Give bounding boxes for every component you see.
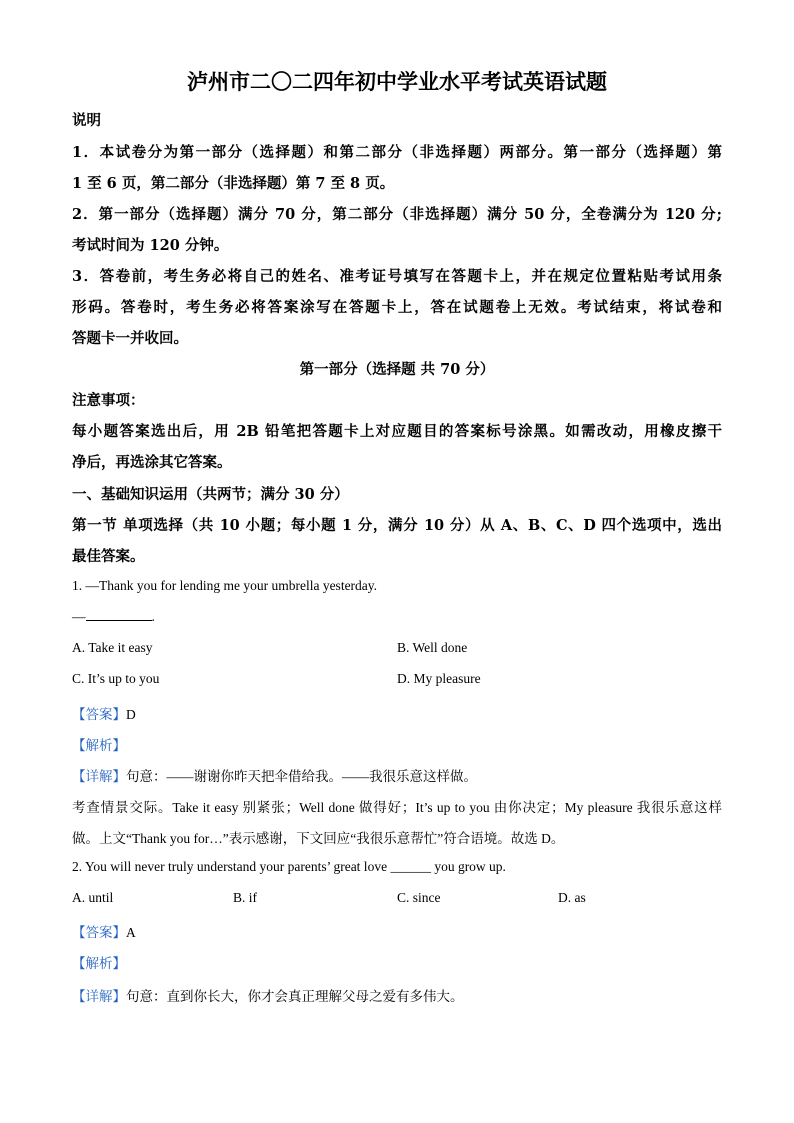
detail-text: 句意：直到你长大，你才会真正理解父母之爱有多伟大。 [126,989,464,1004]
question-1-detail-line-1 [72,765,477,785]
question-1-option-a: A. Take it easy [72,640,153,655]
reply-suffix: . [151,609,155,624]
subsection-1-line-1: 第一节 单项选择（共 10 小题；每小题 1 分，满分 10 分）从 A、B、C、D 四个选项中，选出 [72,517,722,534]
question-1-detail-line-2: 考查情景交际。Take it easy 别紧张；Well done 做得好；It’s up to you 由你决定；My pleasure 我很乐意这样 [72,800,722,815]
question-1-answer [72,703,136,723]
attention-label: 注意事项： [72,392,145,409]
answer-tag: 【答案】 [72,925,126,940]
answer-value: A [126,925,136,940]
stem-blank: ______ [390,859,431,874]
explain-label: 说明 [72,112,101,129]
note-1-line-2: 1 至 6 页，第二部分（非选择题）第 7 至 8 页。 [72,175,395,192]
answer-blank [86,608,152,621]
part-1-heading: 第一部分（选择题 共 70 分） [299,361,495,378]
question-2-analysis-tag: 【解析】 [72,956,126,971]
note-3-line-3: 答题卡一并收回。 [72,330,188,347]
question-2-option-c: C. since [397,890,441,905]
detail-text: 句意：——谢谢你昨天把伞借给我。——我很乐意这样做。 [126,769,477,784]
question-2-option-a: A. until [72,890,114,905]
question-2-option-b: B. if [233,890,258,905]
answer-tag: 【答案】 [72,707,126,722]
detail-tag: 【详解】 [72,989,126,1004]
question-1-detail-line-3: 做。上文“Thank you for…”表示感谢，下文回应“我很乐意帮忙”符合语境。故选 D。 [72,831,565,846]
question-1-option-d: D. My pleasure [397,671,481,686]
stem-after: you grow up. [430,859,506,874]
question-1-option-b: B. Well done [397,640,468,655]
section-1-heading: 一、基础知识运用（共两节；满分 30 分） [72,486,349,503]
answer-value: D [126,707,136,722]
question-1-stem: 1. —Thank you for lending me your umbrella yesterday. [72,578,378,593]
question-1-analysis-tag: 【解析】 [72,738,126,753]
question-2-option-d: D. as [558,890,586,905]
reply-prefix: — [72,609,86,624]
subsection-1-line-2: 最佳答案。 [72,548,145,565]
stem-before: 2. You will never truly understand your parents’ great love [72,859,391,874]
note-3-line-1: 3．答卷前，考生务必将自己的姓名、准考证号填写在答题卡上，并在规定位置粘贴考试用条 [72,268,722,285]
note-2-line-2: 考试时间为 120 分钟。 [72,237,229,254]
note-3-line-2: 形码。答卷时，考生务必将答案涂写在答题卡上，答在试题卷上无效。考试结束，将试卷和 [72,299,722,316]
question-2-answer [72,921,136,941]
question-2-stem [72,859,506,875]
attention-line-1: 每小题答案选出后，用 2B 铅笔把答题卡上对应题目的答案标号涂黑。如需改动，用橡皮擦干 [72,423,722,440]
note-2-line-1: 2．第一部分（选择题）满分 70 分，第二部分（非选择题）满分 50 分，全卷满分为 120 分; [72,206,722,223]
question-1-option-c: C. It’s up to you [72,671,160,686]
document-title: 泸州市二〇二四年初中学业水平考试英语试题 [187,69,607,94]
attention-line-2: 净后，再选涂其它答案。 [72,454,232,471]
question-1-reply [72,608,155,625]
detail-tag: 【详解】 [72,769,126,784]
note-1-line-1: 1．本试卷分为第一部分（选择题）和第二部分（非选择题）两部分。第一部分（选择题）第 [72,144,722,161]
question-2-detail-line-1 [72,985,464,1005]
